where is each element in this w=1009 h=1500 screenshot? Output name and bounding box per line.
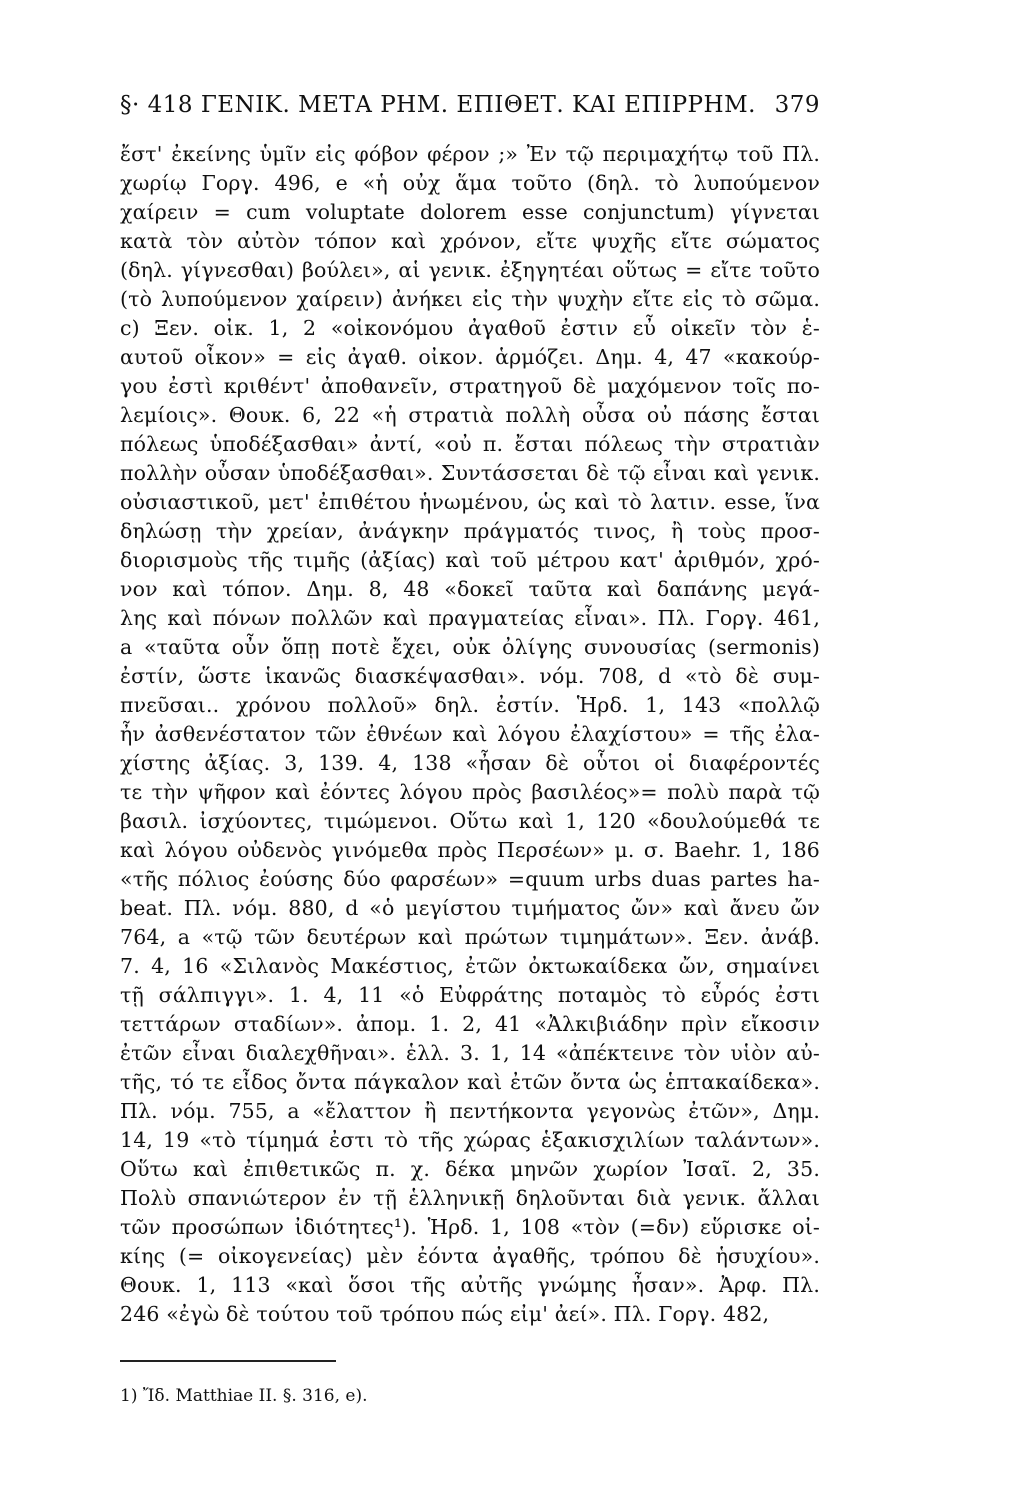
text-line: ἦν ἀσθενέστατον τῶν ἐθνέων καὶ λόγου ἐλαχίστου» = τῆς ἐλα- xyxy=(120,722,820,746)
text-line: 764, a «τῷ τῶν δευτέρων καὶ πρώτων τιμημάτων». Ξεν. ἀνάβ. xyxy=(120,925,820,949)
text-line: δηλώσῃ τὴν χρείαν, ἀνάγκην πράγματός τινος, ἢ τοὺς προσ- xyxy=(120,519,820,543)
text-line: τῶν προσώπων ἰδιότητες¹). Ἡρδ. 1, 108 «τὸν (=δν) εὕρισκε οἰ- xyxy=(120,1215,820,1239)
page-number: 379 xyxy=(774,92,820,118)
text-line: νον καὶ τόπον. Δημ. 8, 48 «δοκεῖ ταῦτα καὶ δαπάνης μεγά- xyxy=(120,577,820,601)
text-line: ἐτῶν εἶναι διαλεχθῆναι». ἑλλ. 3. 1, 14 «ἀπέκτεινε τὸν υἱὸν αὐ- xyxy=(120,1041,820,1065)
text-line: καὶ λόγου οὐδενὸς γινόμεθα πρὸς Περσέων» μ. σ. Baehr. 1, 186 xyxy=(120,838,820,862)
footnote-divider xyxy=(120,1360,336,1362)
text-line: κατὰ τὸν αὐτὸν τόπον καὶ χρόνον, εἴτε ψυχῆς εἴτε σώματος xyxy=(120,229,820,253)
text-line: Πολὺ σπανιώτερον ἐν τῇ ἑλληνικῇ δηλοῦνται διὰ γενικ. ἄλλαι xyxy=(120,1186,820,1210)
text-line: λεμίοις». Θουκ. 6, 22 «ἡ στρατιὰ πολλὴ οὖσα οὐ πάσης ἔσται xyxy=(120,403,820,427)
text-line: Θουκ. 1, 113 «καὶ ὅσοι τῆς αὐτῆς γνώμης ἦσαν». Ἀρφ. Πλ. xyxy=(120,1273,820,1297)
text-line: Πλ. νόμ. 755, a «ἔλαττον ἢ πεντήκοντα γεγονὼς ἐτῶν», Δημ. xyxy=(120,1099,820,1123)
text-line: τε τὴν ψῆφον καὶ ἐόντες λόγου πρὸς βασιλέος»= πολὺ παρὰ τῷ xyxy=(120,780,820,804)
text-line: τῇ σάλπιγγι». 1. 4, 11 «ὁ Εὐφράτης ποταμὸς τὸ εὖρός ἐστι xyxy=(120,983,820,1007)
text-line: χίστης ἀξίας. 3, 139. 4, 138 «ἦσαν δὲ οὗτοι οἱ διαφέροντές xyxy=(120,751,820,775)
text-line: χωρίῳ Γοργ. 496, e «ἡ οὐχ ἅμα τοῦτο (δηλ. τὸ λυπούμενον xyxy=(120,171,820,195)
text-line: λης καὶ πόνων πολλῶν καὶ πραγματείας εἶναι». Πλ. Γοργ. 461, xyxy=(120,606,820,630)
text-line: αυτοῦ οἶκον» = εἰς ἀγαθ. οἰκον. ἁρμόζει. Δημ. 4, 47 «κακούρ- xyxy=(120,345,820,369)
text-line: ἔστ' ἐκείνης ὑμῖν εἰς φόβον φέρον ;» Ἐν τῷ περιμαχήτῳ τοῦ Πλ. xyxy=(120,142,820,166)
text-line: (τὸ λυπούμενον χαίρειν) ἀνήκει εἰς τὴν ψυχὴν εἴτε εἰς τὸ σῶμα. xyxy=(120,287,820,311)
text-line: τῆς, τό τε εἶδος ὄντα πάγκαλον καὶ ἐτῶν ὄντα ὡς ἑπτακαίδεκα». xyxy=(120,1070,820,1094)
text-line: Οὕτω καὶ ἐπιθετικῶς π. χ. δέκα μηνῶν χωρίον Ἰσαῖ. 2, 35. xyxy=(120,1157,820,1181)
text-line: (δηλ. γίγνεσθαι) βούλει», αἱ γενικ. ἐξηγητέαι οὕτως = εἴτε τοῦτο xyxy=(120,258,820,282)
text-line: 7. 4, 16 «Σιλανὸς Μακέστιος, ἐτῶν ὀκτωκαίδεκα ὤν, σημαίνει xyxy=(120,954,820,978)
text-line: διορισμοὺς τῆς τιμῆς (ἀξίας) καὶ τοῦ μέτρου κατ' ἀριθμόν, χρό- xyxy=(120,548,820,572)
text-line: γου ἐστὶ κριθέντ' ἀποθανεῖν, στρατηγοῦ δὲ μαχόμενον τοῖς πο- xyxy=(120,374,820,398)
running-header xyxy=(120,92,820,126)
text-line: κίης (= οἰκογενείας) μὲν ἐόντα ἀγαθῆς, τρόπου δὲ ἡσυχίου». xyxy=(120,1244,820,1268)
text-line: beat. Πλ. νόμ. 880, d «ὁ μεγίστου τιμήματος ὤν» καὶ ἄνευ ὤν xyxy=(120,896,820,920)
text-line: τεττάρων σταδίων». ἀπομ. 1. 2, 41 «Ἀλκιβιάδην πρὶν εἴκοσιν xyxy=(120,1012,820,1036)
text-line: «τῆς πόλιος ἐούσης δύο φαρσέων» =quum urbs duas partes ha- xyxy=(120,867,820,891)
text-line: πνεῦσαι.. χρόνου πολλοῦ» δηλ. ἐστίν. Ἡρδ. 1, 143 «πολλῷ xyxy=(120,693,820,717)
text-line: a «ταῦτα οὖν ὅπῃ ποτὲ ἔχει, οὐκ ὀλίγης συνουσίας (sermonis) xyxy=(120,635,820,659)
text-line: χαίρειν = cum voluptate dolorem esse conjunctum) γίγνεται xyxy=(120,200,820,224)
footnote: 1) Ἴδ. Matthiae II. §. 316, e). xyxy=(120,1386,368,1406)
body-text xyxy=(120,140,820,1329)
header-title: §· 418 ΓΕΝΙΚ. ΜΕΤΑ ΡΗΜ. ΕΠΙΘΕΤ. ΚΑΙ ΕΠΙΡΡΗΜ. xyxy=(120,92,756,118)
text-line: πόλεως ὑποδέξασθαι» ἀντί, «οὐ π. ἔσται πόλεως τὴν στρατιὰν xyxy=(120,432,820,456)
text-line: c) Ξεν. οἰκ. 1, 2 «οἰκονόμου ἀγαθοῦ ἐστιν εὖ οἰκεῖν τὸν ἑ- xyxy=(120,316,820,340)
text-line: 14, 19 «τὸ τίμημά ἐστι τὸ τῆς χώρας ἑξακισχιλίων ταλάντων». xyxy=(120,1128,820,1152)
text-line: 246 «ἐγὼ δὲ τούτου τοῦ τρόπου πώς εἰμ' ἀεί». Πλ. Γοργ. 482, xyxy=(120,1302,770,1326)
text-line: οὐσιαστικοῦ, μετ' ἐπιθέτου ἡνωμένου, ὡς καὶ τὸ λατιν. esse, ἵνα xyxy=(120,490,820,514)
text-line: βασιλ. ἰσχύοντες, τιμώμενοι. Οὕτω καὶ 1, 120 «δουλούμεθά τε xyxy=(120,809,820,833)
text-line: πολλὴν οὖσαν ὑποδέξασθαι». Συντάσσεται δὲ τῷ εἶναι καὶ γενικ. xyxy=(120,461,820,485)
text-line: ἐστίν, ὥστε ἱκανῶς διασκέψασθαι». νόμ. 708, d «τὸ δὲ συμ- xyxy=(120,664,820,688)
